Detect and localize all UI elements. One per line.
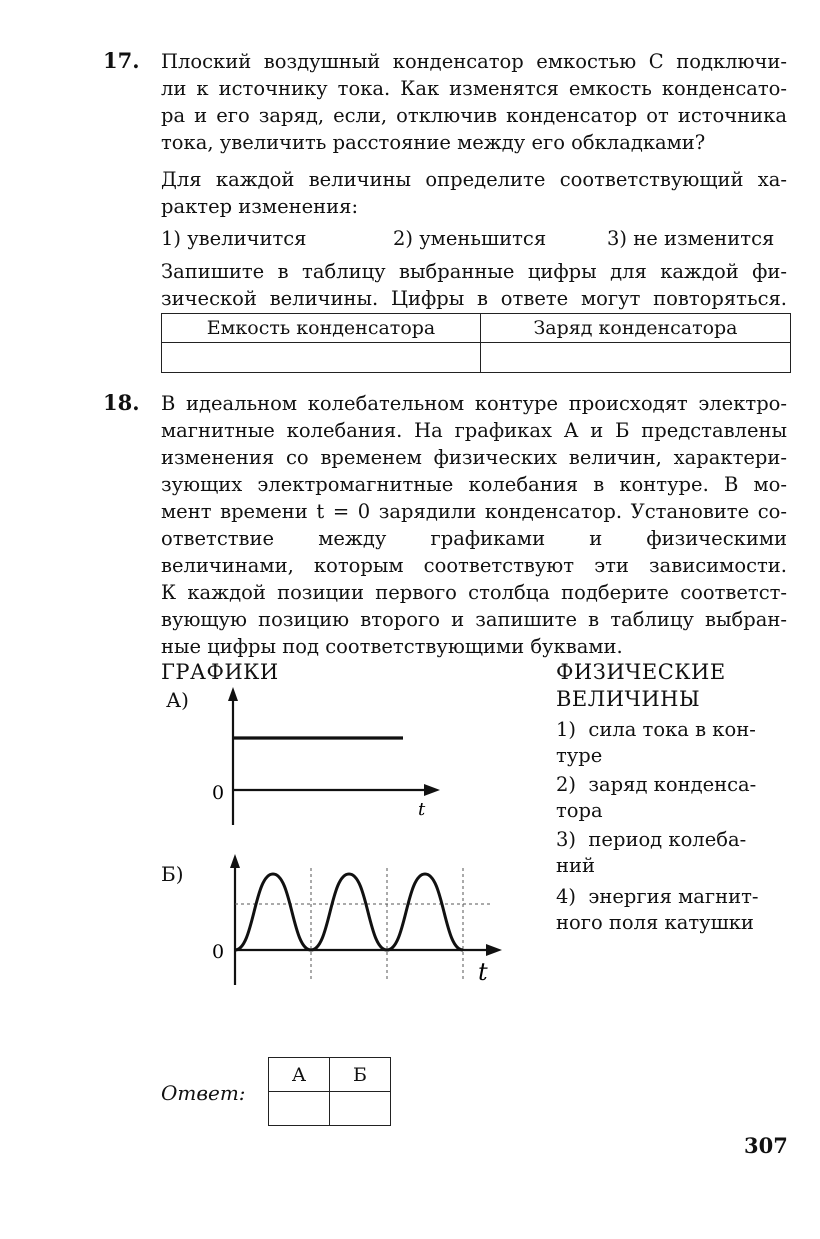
q18-line: ответствие между графиками и физическими [161, 527, 787, 550]
answer-cell-a[interactable] [269, 1092, 330, 1126]
quantity-item-4 [556, 884, 776, 936]
graph-a-y-arrow [228, 687, 238, 701]
q17-line: Плоский воздушный конденсатор емкостью C подключи- [161, 50, 787, 73]
question-18-number: 18. [103, 390, 140, 415]
page-number: 307 [744, 1133, 788, 1158]
q17-option-2: 2) уменьшится [393, 227, 547, 250]
quantities-heading-2: ВЕЛИЧИНЫ [556, 687, 701, 711]
q17-instr-line: Для каждой величины определите соответствующий ха- [161, 168, 787, 191]
graph-a [200, 685, 460, 830]
quantity-item-1 [556, 717, 771, 769]
quantities-heading-1: ФИЗИЧЕСКИЕ [556, 660, 726, 684]
answer-header-a: А [269, 1058, 330, 1092]
quantity-text-cont: ний [556, 854, 595, 877]
q18-line: вующую позицию второго и запишите в таблицу выбран- [161, 608, 787, 631]
question-17-text [161, 48, 787, 156]
quantity-text: заряд конденса- [588, 773, 757, 796]
quantity-number: 2) [556, 773, 577, 796]
question-17-instructions [161, 166, 787, 220]
quantity-text: сила тока в кон- [588, 718, 756, 741]
quantity-text-cont: ного поля катушки [556, 911, 754, 934]
graph-b-label: Б) [161, 862, 184, 886]
q17-answer-cell-capacitance[interactable] [162, 343, 481, 373]
q17-option-1: 1) увеличится [161, 227, 307, 250]
answer-label: Ответ: [161, 1081, 246, 1105]
q17-write-line: зической величины. Цифры в ответе могут повторяться. [161, 287, 787, 310]
q17-answer-cell-charge[interactable] [481, 343, 791, 373]
graph-b-t-label: t [478, 958, 488, 986]
q17-line: тока, увеличить расстояние между его обкладками? [161, 131, 706, 154]
quantity-text: период колеба- [588, 828, 747, 851]
question-17-number: 17. [103, 48, 140, 73]
q18-line: мент времени t = 0 зарядили конденсатор. Установите со- [161, 500, 787, 523]
q17-write-instructions [161, 258, 787, 312]
graph-b-zero: 0 [212, 941, 225, 963]
q18-line: В идеальном колебательном контуре происходят электро- [161, 392, 787, 415]
answer-cell-b[interactable] [330, 1092, 391, 1126]
quantity-text-cont: туре [556, 744, 603, 767]
quantity-number: 1) [556, 718, 577, 741]
quantity-item-2 [556, 772, 771, 824]
q17-line: ра и его заряд, если, отключив конденсатор от источника [161, 104, 787, 127]
graphs-heading: ГРАФИКИ [161, 660, 279, 684]
q17-header-capacitance: Емкость конденсатора [162, 314, 481, 343]
q18-line: зующих электромагнитные колебания в контуре. В мо- [161, 473, 787, 496]
graph-b [200, 850, 510, 990]
quantity-item-3 [556, 827, 771, 879]
graph-a-zero: 0 [212, 782, 225, 804]
graph-a-t-label: t [418, 799, 426, 820]
quantity-number: 4) [556, 885, 577, 908]
q18-line: К каждой позиции первого столбца подберите соответст- [161, 581, 787, 604]
q18-line: магнитные колебания. На графиках А и Б представлены [161, 419, 787, 442]
q17-answer-table [161, 313, 791, 373]
q18-line: изменения со временем физических величин, характери- [161, 446, 787, 469]
graph-b-x-arrow [486, 944, 502, 956]
q17-line: ли к источнику тока. Как изменятся емкость конденсато- [161, 77, 787, 100]
q17-options [161, 227, 787, 254]
q17-instr-line: рактер изменения: [161, 195, 359, 218]
q18-answer-table [268, 1057, 391, 1126]
q17-option-3: 3) не изменится [607, 227, 775, 250]
question-18-text [161, 390, 787, 660]
q18-line: ные цифры под соответствующими буквами. [161, 635, 623, 658]
graph-a-label: А) [166, 688, 189, 712]
quantity-text-cont: тора [556, 799, 603, 822]
q18-line: величинами, которым соответствуют эти зависимости. [161, 554, 787, 577]
graph-b-y-arrow [230, 854, 240, 868]
quantity-number: 3) [556, 828, 577, 851]
q17-write-line: Запишите в таблицу выбранные цифры для каждой фи- [161, 260, 787, 283]
answer-header-b: Б [330, 1058, 391, 1092]
quantity-text: энергия магнит- [588, 885, 759, 908]
graph-a-x-arrow [424, 784, 440, 796]
graph-b-curve [235, 874, 463, 950]
q17-header-charge: Заряд конденсатора [481, 314, 791, 343]
